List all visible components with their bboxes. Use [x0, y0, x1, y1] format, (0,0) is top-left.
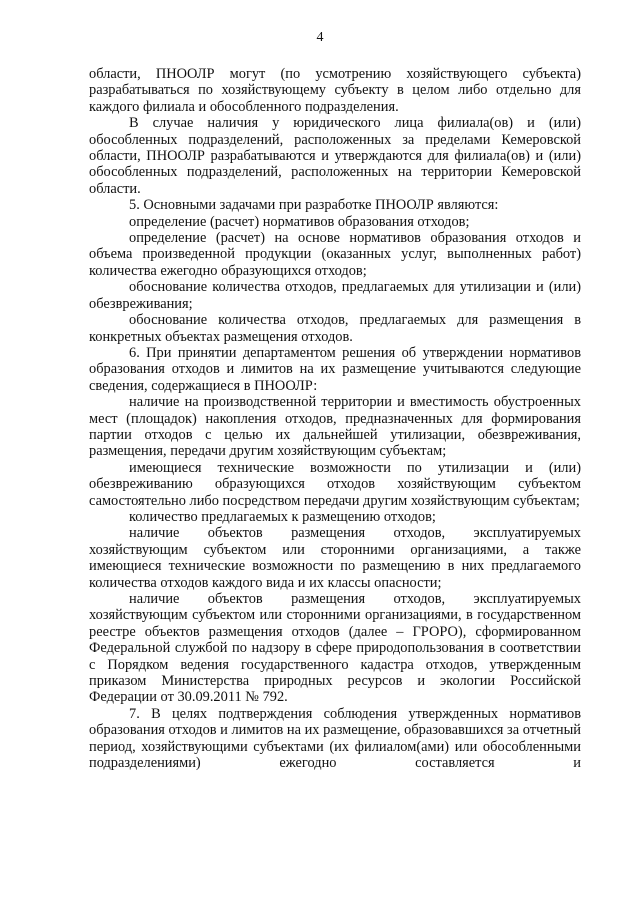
paragraph: определение (расчет) на основе нормативов образования отходов и объема произведенной продукции (оказанных услуг, выполненных работ) количества ежегодно образующихся отходов; — [89, 230, 581, 279]
paragraph: области, ПНООЛР могут (по усмотрению хозяйствующего субъекта) разрабатываться по хозяйствующему субъекту в целом либо отдельно для каждого филиала и обособленного подразделения. — [89, 66, 581, 115]
paragraph: наличие объектов размещения отходов, эксплуатируемых хозяйствующим субъектом или сторонними организациями, в государственном реестре объектов размещения отходов (далее – ГРОРО), сформированном Федеральной службой по надзору в сфере природопользования в соответствии с Порядком ведения государственного кадастра отходов, утвержденным приказом Министерства природных ресурсов и экологии Российской Федерации от 30.09.2011 № 792. — [89, 591, 581, 706]
paragraph: имеющиеся технические возможности по утилизации и (или) обезвреживанию образующихся отходов хозяйствующим субъектом самостоятельно либо посредством передачи другим хозяйствующим субъектам; — [89, 459, 581, 509]
paragraph: наличие на производственной территории и вместимость обустроенных мест (площадок) накопления отходов, предназначенных для формирования партии отходов с целью их дальнейшей утилизации, обезвреживания, размещения, передачи другим хозяйствующим субъектам; — [89, 394, 581, 460]
page-number: 4 — [316, 30, 324, 45]
paragraph: 7. В целях подтверждения соблюдения утвержденных нормативов образования отходов и лимитов на их размещение, образовавшихся за отчетный период, хозяйствующими субъектами (их филиалом(ами) или обособленными подразделениями) ежегодно составляется и — [89, 705, 581, 772]
paragraph: 5. Основными задачами при разработке ПНООЛР являются: — [129, 197, 499, 214]
paragraph: В случае наличия у юридического лица филиала(ов) и (или) обособленных подразделений, расположенных за пределами Кемеровской области, ПНООЛР разрабатываются и утверждаются для филиала(ов) и (или) обособленных подразделений, расположенных на территории Кемеровской области. — [89, 115, 581, 197]
paragraph: обоснование количества отходов, предлагаемых для размещения в конкретных объектах размещения отходов. — [89, 312, 581, 345]
paragraph: определение (расчет) нормативов образования отходов; — [129, 213, 470, 230]
paragraph: 6. При принятии департаментом решения об утверждении нормативов образования отходов и лимитов на их размещение учитываются следующие сведения, содержащиеся в ПНООЛР: — [89, 344, 581, 394]
paragraph: количество предлагаемых к размещению отходов; — [129, 508, 436, 525]
document-body — [89, 66, 581, 771]
paragraph: обоснование количества отходов, предлагаемых для утилизации и (или) обезвреживания; — [89, 279, 581, 312]
paragraph: наличие объектов размещения отходов, эксплуатируемых хозяйствующим субъектом или сторонними организациями, а также имеющиеся технические возможности по размещению в них предлагаемого количества отходов каждого вида и их классы опасности; — [89, 525, 581, 591]
